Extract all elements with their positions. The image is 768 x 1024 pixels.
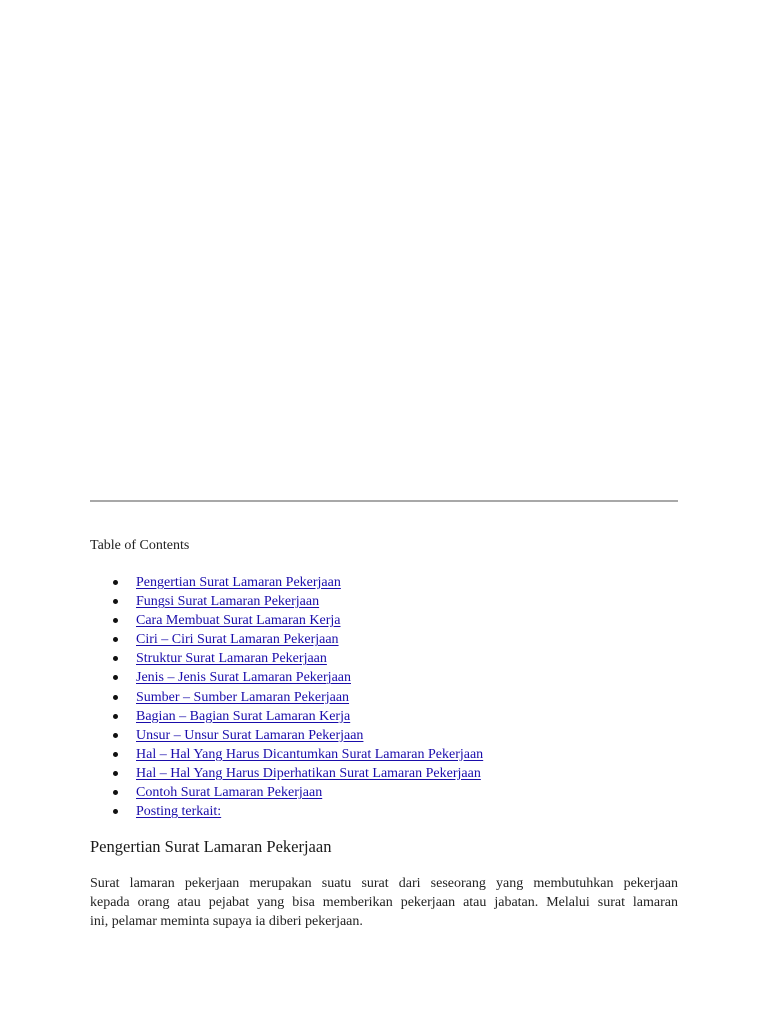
- toc-link-jenis[interactable]: Jenis – Jenis Surat Lamaran Pekerjaan: [136, 670, 351, 686]
- toc-title: Table of Contents: [90, 538, 190, 553]
- bullet-icon: [113, 695, 118, 700]
- toc-item: [90, 707, 483, 726]
- toc-link-cara-membuat[interactable]: Cara Membuat Surat Lamaran Kerja: [136, 613, 341, 629]
- paragraph-line: Surat lamaran pekerjaan merupakan suatu surat dari seseorang yang membutuhkan pekerjaan: [90, 876, 678, 891]
- bullet-icon: [113, 618, 118, 623]
- paragraph-line: ini, pelamar meminta supaya ia diberi pekerjaan.: [90, 914, 363, 929]
- toc-link-sumber[interactable]: Sumber – Sumber Lamaran Pekerjaan: [136, 689, 350, 705]
- bullet-icon: [113, 733, 118, 738]
- bullet-icon: [113, 599, 118, 604]
- toc-link-struktur[interactable]: Struktur Surat Lamaran Pekerjaan: [136, 651, 327, 667]
- bullet-icon: [113, 580, 118, 585]
- toc-link-contoh[interactable]: Contoh Surat Lamaran Pekerjaan: [136, 785, 323, 801]
- toc-item: [90, 688, 483, 707]
- section-paragraph: [90, 874, 678, 931]
- horizontal-divider: [90, 500, 678, 502]
- bullet-icon: [113, 790, 118, 795]
- bullet-icon: [113, 675, 118, 680]
- section-heading: Pengertian Surat Lamaran Pekerjaan: [90, 837, 332, 856]
- toc-item: [90, 630, 483, 649]
- toc-item: [90, 764, 483, 783]
- toc-link-hal-diperhatikan[interactable]: Hal – Hal Yang Harus Diperhatikan Surat Lamaran Pekerjaan: [136, 765, 481, 781]
- toc-item: [90, 649, 483, 668]
- bullet-icon: [113, 752, 118, 757]
- bullet-icon: [113, 656, 118, 661]
- toc-link-hal-dicantumkan[interactable]: Hal – Hal Yang Harus Dicantumkan Surat Lamaran Pekerjaan: [136, 746, 484, 762]
- toc-item: [90, 611, 483, 630]
- bullet-icon: [113, 714, 118, 719]
- toc-link-fungsi[interactable]: Fungsi Surat Lamaran Pekerjaan: [136, 594, 320, 610]
- paragraph-line: kepada orang atau pejabat yang bisa memberikan pekerjaan atau jabatan. Melalui surat lamaran: [90, 895, 678, 910]
- toc-item: [90, 726, 483, 745]
- toc-link-ciri[interactable]: Ciri – Ciri Surat Lamaran Pekerjaan: [136, 632, 339, 648]
- toc-link-unsur[interactable]: Unsur – Unsur Surat Lamaran Pekerjaan: [136, 727, 364, 743]
- toc-link-posting-terkait[interactable]: Posting terkait:: [136, 804, 222, 820]
- toc-item: [90, 783, 483, 802]
- toc-item: [90, 745, 483, 764]
- bullet-icon: [113, 771, 118, 776]
- toc-item: [90, 592, 483, 611]
- toc-item: [90, 802, 483, 821]
- bullet-icon: [113, 809, 118, 814]
- toc-list: [90, 573, 483, 821]
- bullet-icon: [113, 637, 118, 642]
- toc-link-bagian[interactable]: Bagian – Bagian Surat Lamaran Kerja: [136, 708, 351, 724]
- toc-item: [90, 668, 483, 687]
- toc-item: [90, 573, 483, 592]
- toc-link-pengertian[interactable]: Pengertian Surat Lamaran Pekerjaan: [136, 575, 341, 590]
